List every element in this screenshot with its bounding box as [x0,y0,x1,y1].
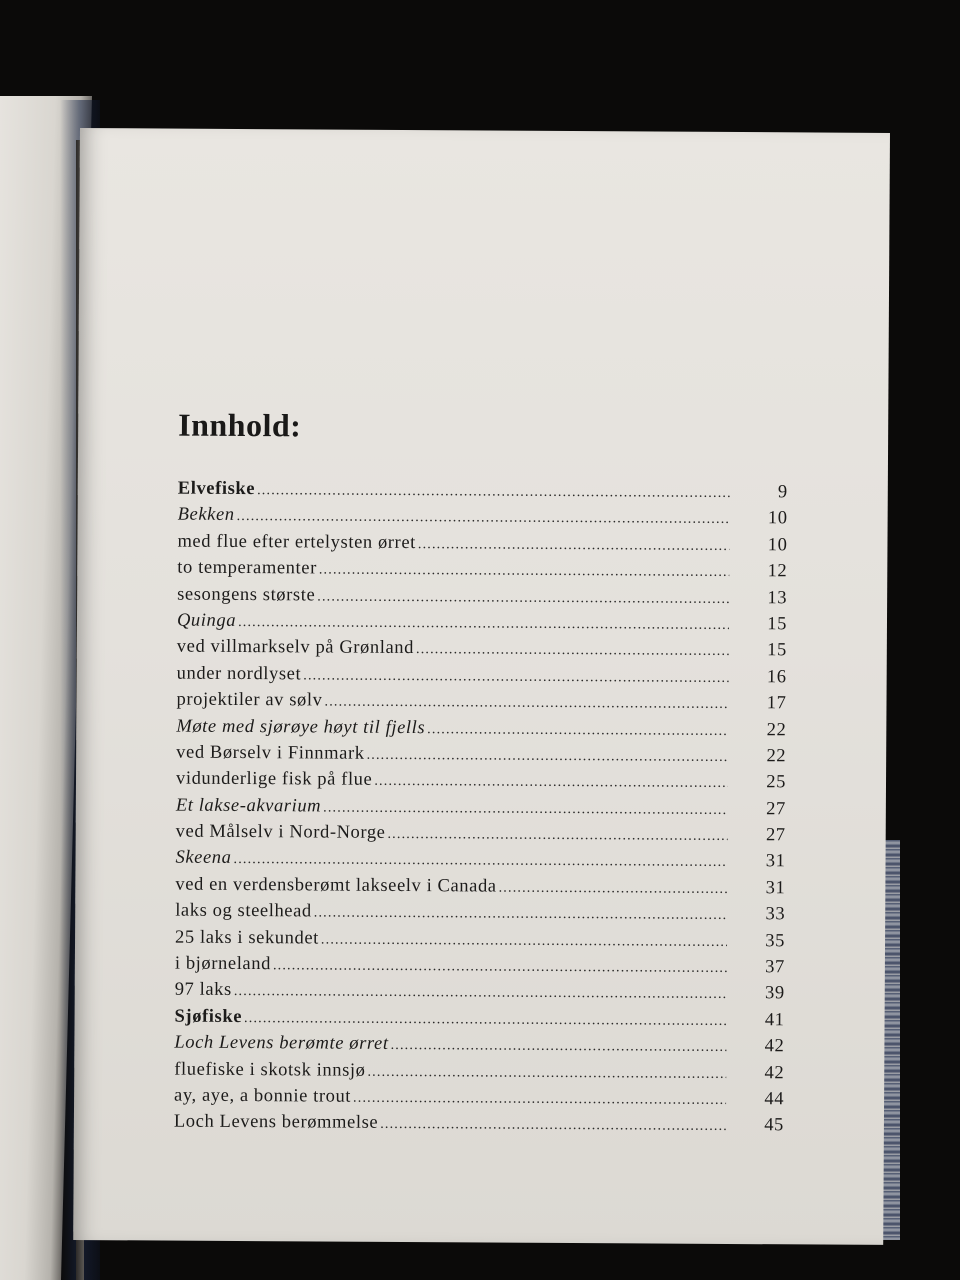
toc-entry-title: Loch Levens berømmelse [173,1111,379,1134]
toc-entry [177,558,787,588]
toc-entry [175,954,785,984]
toc-entry-page-number: 37 [765,957,785,978]
toc-entry-title: Møte med sjørøye høyt til fjells [176,716,426,738]
toc-entry-page-number: 31 [765,878,786,899]
toc-entry [175,980,785,1010]
toc-entry-page-number: 35 [765,930,786,951]
toc-entry-title: ved en verdensberømt lakseelv i Canada [175,874,497,897]
toc-entry-page-number: 42 [764,1036,785,1057]
dot-leader [418,537,730,555]
dot-leader [499,880,728,897]
toc-entry-title: Quinga [176,610,237,631]
dot-leader [238,615,729,634]
toc-entry [174,1086,784,1116]
toc-entry-title: under nordlyset [176,663,302,685]
toc-entry-title: ay, aye, a bonnie trout [174,1085,352,1107]
toc-entry-page-number: 44 [764,1089,785,1110]
toc-entry-page-number: 15 [767,614,788,635]
dot-leader [273,958,727,977]
toc-entry-title: ved Målselv i Nord-Norge [175,821,386,843]
dot-leader [314,906,728,925]
toc-entry [175,901,785,931]
toc-entry-title: to temperamenter [177,557,317,579]
toc-entry-title: laks og steelhead [175,900,312,922]
toc-entry-title: i bjørneland [174,953,272,975]
toc-entry [176,822,786,852]
toc-entry-page-number: 25 [766,772,787,793]
toc-entry-title: projektiler av sølv [176,689,323,711]
toc-entry-page-number: 13 [767,587,788,608]
toc-entry [174,1006,784,1036]
toc-entry [177,531,787,561]
toc-entry-title: Sjøfiske [174,1006,243,1027]
dot-leader [367,748,729,766]
toc-entry-title: Elvefiske [177,478,256,500]
toc-entry [176,716,786,746]
toc-entry-page-number: 16 [766,666,787,688]
book-page [73,128,890,1245]
toc-entry [176,795,786,825]
dot-leader [319,563,730,582]
toc-entry [177,637,787,667]
toc-entry-title: ved villmarkselv på Grønland [176,636,415,659]
toc-entry-page-number: 31 [765,851,786,872]
dot-leader [416,642,729,660]
dot-leader [237,509,730,528]
toc-entry-page-number: 10 [767,534,788,556]
toc-entry-page-number: 41 [764,1010,785,1031]
dot-leader [374,774,728,792]
toc-entry-title: sesongens største [177,584,316,606]
dot-leader [321,932,727,950]
toc-entry-page-number: 9 [777,482,788,503]
dot-leader [303,668,728,687]
toc-entry [174,1059,784,1089]
toc-entry-page-number: 45 [764,1115,784,1136]
toc-entry [175,927,785,957]
toc-entry-page-number: 17 [766,693,787,714]
toc-entry-title: 97 laks [174,980,232,1001]
toc-entry-title: 25 laks i sekundet [174,927,320,949]
toc-entry-page-number: 33 [765,904,786,925]
toc-entry [176,690,786,720]
dot-leader [367,1064,726,1082]
toc-entry-title: med flue efter ertelysten ørret [177,531,416,553]
toc-entry-title: Skeena [175,848,232,869]
toc-entry-page-number: 15 [767,640,787,661]
toc-entry-page-number: 39 [764,983,785,1004]
dot-leader [244,1011,727,1030]
toc-entry [177,584,787,614]
toc-entry-page-number: 27 [766,798,786,820]
toc-entry-page-number: 22 [766,746,787,767]
toc-entry [177,611,787,641]
toc-entry-title: Et lakse-akvarium [175,795,322,817]
toc-entry [174,1033,784,1063]
toc-entry-title: fluefiske i skotsk innsjø [174,1059,366,1081]
dot-leader [323,800,728,818]
toc-entry [178,479,788,509]
toc-entry-title: Bekken [177,504,235,526]
toc-entry [174,1112,784,1142]
toc-entry-page-number: 12 [767,561,788,582]
toc-heading: Innhold: [178,406,302,444]
dot-leader [233,852,727,871]
toc-entry-page-number: 10 [767,508,788,529]
toc-entry [176,743,786,773]
toc-entry-title: ved Børselv i Finnmark [176,742,365,764]
toc-entry-page-number: 42 [764,1062,785,1083]
dot-leader [353,1091,726,1109]
toc-entry [177,663,787,693]
dot-leader [257,483,730,502]
toc-entry-title: Loch Levens berømte ørret [174,1032,389,1055]
dot-leader [391,1038,727,1056]
dot-leader [380,1117,726,1135]
toc-entry [175,874,785,904]
toc-entry-page-number: 27 [765,825,786,846]
toc-entry [176,769,786,799]
toc-entry-page-number: 22 [766,719,787,740]
dot-leader [387,827,727,845]
toc-entry [178,505,788,535]
dot-leader [234,984,727,1003]
dot-leader [324,695,728,713]
dot-leader [427,722,728,740]
toc-entry-title: vidunderlige fisk på flue [175,768,373,791]
toc-entry [175,848,785,878]
dot-leader [317,589,729,608]
table-of-contents [174,479,788,1142]
